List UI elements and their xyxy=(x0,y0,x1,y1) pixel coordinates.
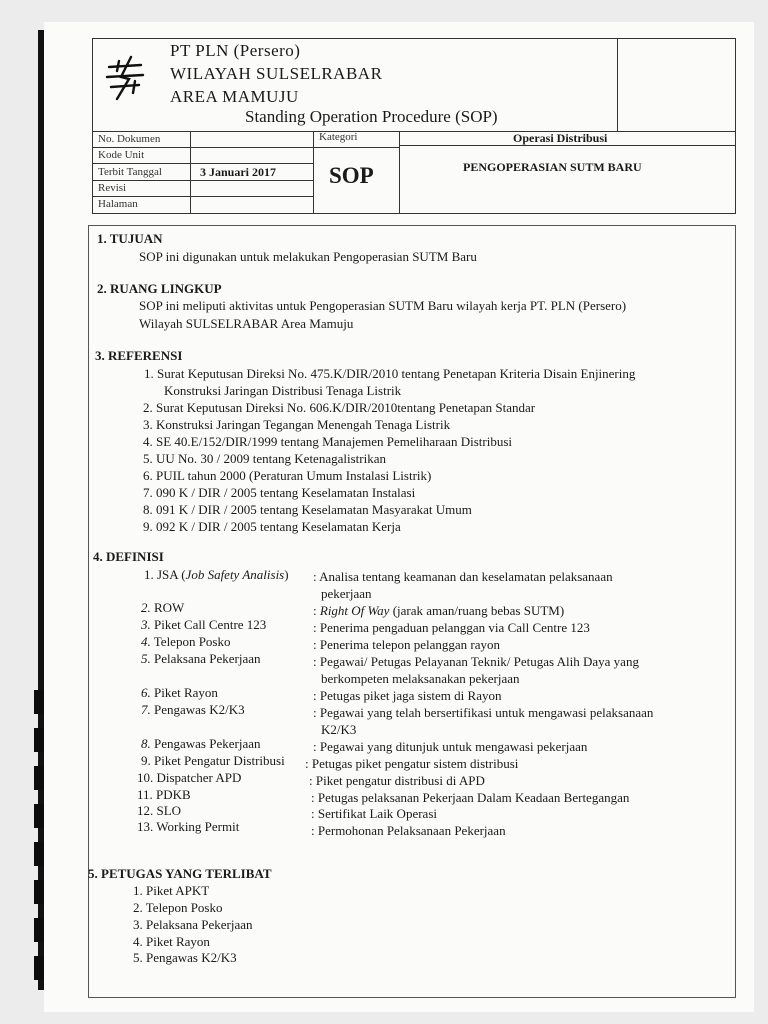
kategori-code: SOP xyxy=(329,163,374,188)
header-divider xyxy=(93,163,313,164)
list-item: 3. Konstruksi Jaringan Tegangan Menengah Tenaga Listrik xyxy=(143,417,451,432)
header-divider xyxy=(617,39,618,131)
list-item: 1. Piket APKT xyxy=(133,883,210,898)
meta-label-kode-unit: Kode Unit xyxy=(98,149,145,161)
document-header-table xyxy=(92,38,736,214)
section-text: SOP ini digunakan untuk melakukan Pengoperasian SUTM Baru xyxy=(139,249,477,264)
definition-text: : Permohonan Pelaksanaan Pekerjaan xyxy=(311,823,506,838)
list-item: 4. Piket Rayon xyxy=(133,934,210,949)
header-divider xyxy=(93,147,399,148)
pln-logo-icon xyxy=(101,53,149,103)
definition-term: 13. Working Permit xyxy=(137,819,240,834)
list-item: 5. UU No. 30 / 2009 tentang Ketenagalistrikan xyxy=(143,451,386,466)
definition-term: 6. Piket Rayon xyxy=(141,685,218,700)
definition-text: : Sertifikat Laik Operasi xyxy=(311,806,437,821)
meta-label-halaman: Halaman xyxy=(98,198,138,210)
section-text: SOP ini meliputi aktivitas untuk Pengoperasian SUTM Baru wilayah kerja PT. PLN (Persero) xyxy=(139,298,627,313)
definition-text: : Penerima telepon pelanggan rayon xyxy=(313,637,500,652)
definition-term: 3. Piket Call Centre 123 xyxy=(141,617,267,632)
header-divider xyxy=(93,180,313,181)
section-heading-tujuan: 1. TUJUAN xyxy=(97,231,163,246)
terbit-tanggal-value: 3 Januari 2017 xyxy=(200,165,277,179)
definition-term: 11. PDKB xyxy=(137,787,191,802)
header-divider xyxy=(313,131,314,213)
definition-term: 5. Pelaksana Pekerjaan xyxy=(141,651,261,666)
list-item: 2. Surat Keputusan Direksi No. 606.K/DIR/2010tentang Penetapan Standar xyxy=(143,400,536,415)
header-divider xyxy=(399,131,400,213)
kategori-value: Operasi Distribusi xyxy=(513,131,608,145)
definition-text: : Pegawai/ Petugas Pelayanan Teknik/ Petugas Alih Daya yang xyxy=(313,654,639,669)
list-item: 5. Pengawas K2/K3 xyxy=(133,950,237,965)
definition-term: 10. Dispatcher APD xyxy=(137,770,242,785)
definition-text: : Petugas piket jaga sistem di Rayon xyxy=(313,688,502,703)
list-item: 3. Pelaksana Pekerjaan xyxy=(133,917,253,932)
definition-text: : Penerima pengaduan pelanggan via Call Centre 123 xyxy=(313,620,590,635)
section-text: Wilayah SULSELRABAR Area Mamuju xyxy=(139,316,354,331)
definition-text: : Petugas piket pengatur sistem distribusi xyxy=(305,756,519,771)
list-item: 8. 091 K / DIR / 2005 tentang Keselamatan Masyarakat Umum xyxy=(143,502,472,517)
definition-term: 8. Pengawas Pekerjaan xyxy=(141,736,261,751)
definition-text: : Pegawai yang ditunjuk untuk mengawasi pekerjaan xyxy=(313,739,588,754)
section-heading-referensi: 3. REFERENSI xyxy=(95,348,183,363)
body-top-border xyxy=(89,225,735,226)
definition-text: berkompeten melaksanakan pekerjaan xyxy=(321,671,520,686)
list-item: 6. PUIL tahun 2000 (Peraturan Umum Instalasi Listrik) xyxy=(143,468,432,483)
definition-term: 7. Pengawas K2/K3 xyxy=(141,702,245,717)
document-type-title: Standing Operation Procedure (SOP) xyxy=(245,107,498,126)
definition-text: K2/K3 xyxy=(321,722,357,737)
list-item: 7. 090 K / DIR / 2005 tentang Keselamatan Instalasi xyxy=(143,485,416,500)
company-name: PT PLN (Persero) xyxy=(170,41,301,60)
definition-text: : Pegawai yang telah bersertifikasi untuk mengawasi pelaksanaan xyxy=(313,705,654,720)
definition-text: : Petugas pelaksanan Pekerjaan Dalam Keadaan Bertegangan xyxy=(311,790,630,805)
section-heading-ruang-lingkup: 2. RUANG LINGKUP xyxy=(97,281,222,296)
section-heading-definisi: 4. DEFINISI xyxy=(93,549,164,564)
definition-text: pekerjaan xyxy=(321,586,372,601)
region-name: WILAYAH SULSELRABAR xyxy=(170,64,383,83)
header-divider xyxy=(93,196,313,197)
definition-text: : Right Of Way (jarak aman/ruang bebas SUTM) xyxy=(313,603,565,618)
definition-term: 12. SLO xyxy=(137,803,182,818)
meta-label-no-dokumen: No. Dokumen xyxy=(98,133,161,145)
definition-term: 2. ROW xyxy=(141,600,185,615)
list-item: 2. Telepon Posko xyxy=(133,900,223,915)
definition-text: : Piket pengatur distribusi di APD xyxy=(309,773,485,788)
section-heading-petugas: 5. PETUGAS YANG TERLIBAT xyxy=(88,866,272,881)
list-item: 9. 092 K / DIR / 2005 tentang Keselamatan Kerja xyxy=(143,519,401,534)
definition-term: 4. Telepon Posko xyxy=(141,634,231,649)
procedure-name: PENGOPERASIAN SUTM BARU xyxy=(463,160,642,174)
list-item: Konstruksi Jaringan Distribusi Tenaga Listrik xyxy=(164,383,402,398)
list-item: 4. SE 40.E/152/DIR/1999 tentang Manajemen Pemeliharaan Distribusi xyxy=(143,434,512,449)
meta-label-revisi: Revisi xyxy=(98,182,127,194)
area-name: AREA MAMUJU xyxy=(170,87,299,106)
definition-text: : Analisa tentang keamanan dan keselamatan pelaksanaan xyxy=(313,569,613,584)
definition-term: 9. Piket Pengatur Distribusi xyxy=(141,753,285,768)
header-divider xyxy=(190,131,191,213)
definition-term: 1. JSA (Job Safety Analisis) xyxy=(144,567,289,582)
meta-label-terbit-tanggal: Terbit Tanggal xyxy=(98,166,162,178)
list-item: 1. Surat Keputusan Direksi No. 475.K/DIR/2010 tentang Penetapan Kriteria Disain Enjinering xyxy=(144,366,636,381)
kategori-label: Kategori xyxy=(319,131,358,143)
